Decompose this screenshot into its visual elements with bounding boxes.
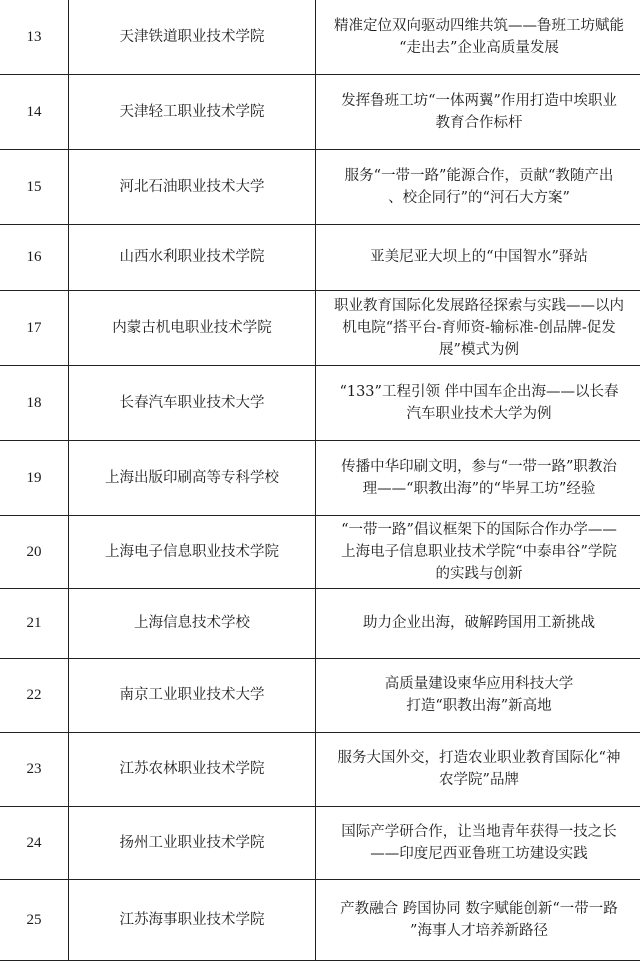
table-row	[0, 588, 640, 658]
table-row	[0, 732, 640, 806]
row-number-cell: 21	[0, 588, 69, 658]
project-title-line: 服务大国外交，打造农业职业教育国际化“神	[337, 750, 621, 766]
school-name-cell: 长春汽车职业技术大学	[69, 365, 316, 440]
project-title-cell	[316, 879, 640, 960]
project-title-line: 理——“职教出海”的“毕昇工坊”经验	[362, 480, 596, 497]
school-name-cell: 南京工业职业技术大学	[69, 658, 316, 732]
project-title-line: 的实践与创新	[435, 565, 523, 582]
row-number-cell: 19	[0, 440, 69, 515]
project-title-cell	[316, 290, 640, 365]
row-number-cell: 14	[0, 74, 69, 149]
project-title-line: 精准定位双向驱动四维共筑——鲁班工坊赋能	[334, 17, 624, 34]
table-row	[0, 149, 640, 224]
project-title-cell	[316, 224, 640, 290]
table-row	[0, 515, 640, 588]
project-title-line: 汽车职业技术大学为例	[406, 405, 552, 422]
project-title-line: 产教融合 跨国协同 数字赋能创新“一带一路	[340, 900, 618, 917]
project-title-cell	[316, 0, 640, 74]
project-title-line: 传播中华印刷文明，参与“一带一路”职教治	[341, 458, 617, 475]
row-number-cell: 25	[0, 879, 69, 960]
table-row	[0, 290, 640, 365]
row-number-cell: 15	[0, 149, 69, 224]
table-row	[0, 74, 640, 149]
project-title-cell	[316, 440, 640, 515]
row-number-cell: 16	[0, 224, 69, 290]
project-title-cell	[316, 365, 640, 440]
school-name-cell: 天津轻工职业技术学院	[69, 74, 316, 149]
project-title-cell	[316, 732, 640, 806]
row-number-cell: 17	[0, 290, 69, 365]
project-title-line: 职业教育国际化发展路径探索与实践——以内	[334, 297, 624, 314]
project-title-line: ——印度尼西亚鲁班工坊建设实践	[370, 845, 588, 862]
table-row	[0, 224, 640, 290]
school-name-cell: 扬州工业职业技术学院	[69, 806, 316, 879]
school-name-cell: 内蒙古机电职业技术学院	[69, 290, 316, 365]
table-row	[0, 806, 640, 879]
project-title-cell	[316, 658, 640, 732]
project-title-line: 上海电子信息职业技术学院“中泰串谷”学院	[341, 543, 617, 560]
row-number-cell: 18	[0, 365, 69, 440]
project-title-cell	[316, 149, 640, 224]
table-row	[0, 879, 640, 960]
project-title-line: 服务“一带一路”能源合作，贡献“教随产出	[344, 167, 614, 184]
project-title-line: 高质量建设柬华应用科技大学	[384, 676, 574, 692]
row-number-cell: 13	[0, 0, 69, 74]
project-title-line: “一带一路”倡议框架下的国际合作办学——	[341, 521, 617, 538]
project-title-line: 农学院”品牌	[439, 772, 519, 788]
school-name-cell: 山西水利职业技术学院	[69, 224, 316, 290]
school-name-cell: 江苏海事职业技术学院	[69, 879, 316, 960]
project-title-line: 、校企同行”的“河石大方案”	[388, 189, 570, 206]
project-title-line: 教育合作标杆	[435, 114, 523, 131]
project-title-cell	[316, 515, 640, 588]
project-title-line: ”海事人才培养新路径	[410, 922, 548, 939]
school-name-cell: 上海出版印刷高等专科学校	[69, 440, 316, 515]
project-title-line: 机电院“搭平台-育师资-输标准-创品牌-促发	[342, 319, 616, 336]
table-row	[0, 365, 640, 440]
table-row	[0, 0, 640, 74]
table-row	[0, 440, 640, 515]
school-name-cell: 江苏农林职业技术学院	[69, 732, 316, 806]
project-title-line: 发挥鲁班工坊“一体两翼”作用打造中埃职业	[341, 92, 617, 109]
school-name-cell: 天津铁道职业技术学院	[69, 0, 316, 74]
project-title-line: 展”模式为例	[439, 341, 519, 358]
project-title-cell	[316, 588, 640, 658]
school-name-cell: 上海电子信息职业技术学院	[69, 515, 316, 588]
project-title-cell	[316, 806, 640, 879]
row-number-cell: 20	[0, 515, 69, 588]
table-row	[0, 658, 640, 732]
row-number-cell: 24	[0, 806, 69, 879]
project-title-line: 打造“职教出海”新高地	[406, 698, 552, 714]
project-title-line: “走出去”企业高质量发展	[399, 39, 559, 56]
school-name-cell: 河北石油职业技术大学	[69, 149, 316, 224]
project-title-line: 亚美尼亚大坝上的“中国智水”驿站	[370, 249, 588, 265]
school-name-cell: 上海信息技术学校	[69, 588, 316, 658]
project-title-line: 国际产学研合作，让当地青年获得一技之长	[341, 823, 617, 840]
project-title-cell	[316, 74, 640, 149]
row-number-cell: 23	[0, 732, 69, 806]
project-title-line: 助力企业出海，破解跨国用工新挑战	[363, 615, 595, 631]
project-title-line: “133”工程引领 伴中国车企出海——以长春	[339, 383, 619, 400]
row-number-cell: 22	[0, 658, 69, 732]
